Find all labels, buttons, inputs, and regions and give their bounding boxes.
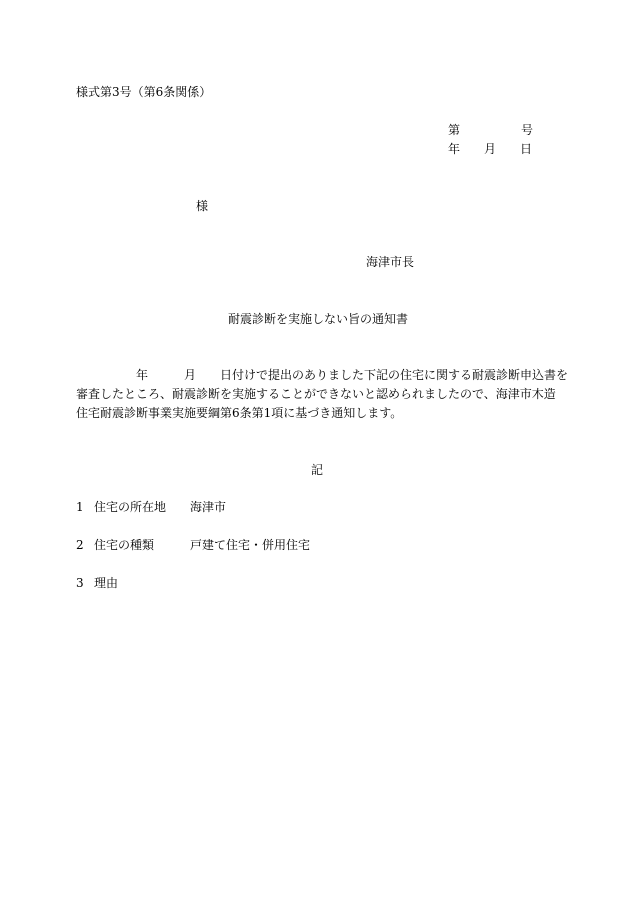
item-reason (76, 575, 190, 591)
issuer-name: 海津市長 (366, 255, 415, 269)
form-number: 様式第3号（第6条関係） (76, 85, 212, 99)
body-paragraph (76, 366, 569, 423)
item-number: 2 (76, 538, 84, 552)
date-year: 年 (448, 142, 461, 156)
item-address (76, 499, 226, 515)
addressee-honorific: 様 (196, 199, 209, 213)
item-value: 戸建て住宅・併用住宅 (190, 538, 311, 552)
body-date-year: 年 (136, 368, 149, 382)
document-title: 耐震診断を実施しない旨の通知書 (228, 312, 409, 326)
body-line-1 (76, 366, 569, 385)
date-day: 日 (520, 142, 533, 156)
body-line-1-text: 日付けで提出のありました下記の住宅に関する耐震診断申込書を (220, 368, 569, 382)
body-line-3: 住宅耐震診断事業実施要綱第6条第1項に基づき通知します。 (76, 406, 403, 420)
item-value: 海津市 (190, 500, 227, 514)
item-label: 理由 (94, 576, 119, 590)
doc-number-prefix: 第 (448, 123, 461, 137)
date-month: 月 (484, 142, 497, 156)
body-date-month: 月 (184, 368, 197, 382)
item-number: 1 (76, 500, 84, 514)
item-label: 住宅の所在地 (94, 500, 167, 514)
item-house-type (76, 537, 310, 553)
item-number: 3 (76, 576, 84, 590)
ki-heading: 記 (311, 463, 324, 477)
doc-number-suffix: 号 (521, 123, 534, 137)
body-line-2: 審査したところ、耐震診断を実施することができないと認められましたので、海津市木造 (76, 387, 556, 401)
item-label: 住宅の種類 (94, 538, 155, 552)
